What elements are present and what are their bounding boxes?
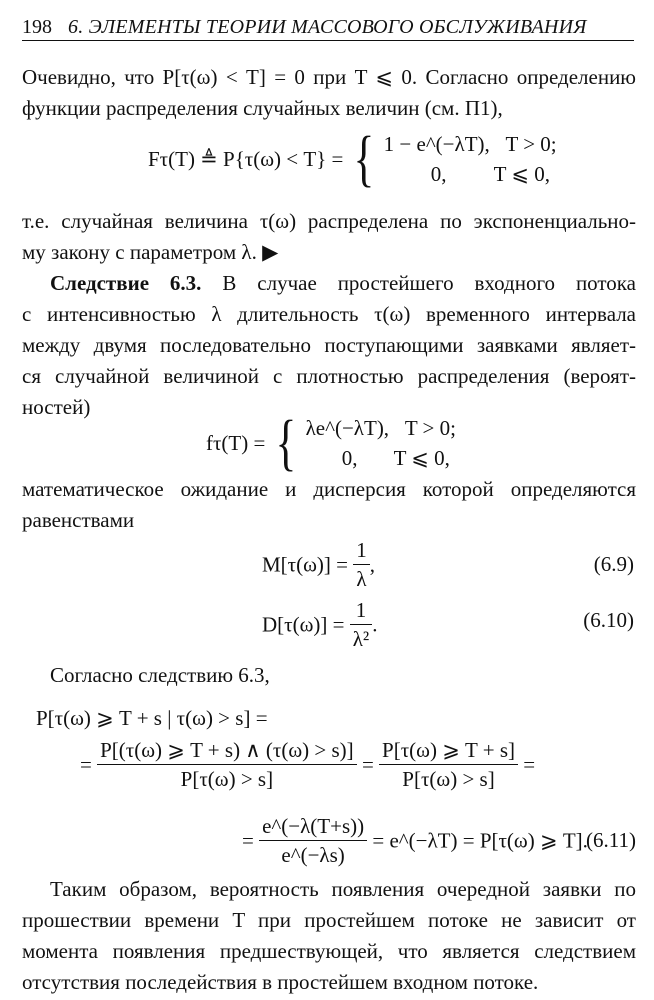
paragraph-4-line-1: Согласно следствию 6.3, [50,663,270,687]
paragraph-3 [22,474,636,536]
equation-number-6-11: (6.11) [586,828,636,852]
formula-1-case-2: 0, T ⩽ 0, [430,162,550,186]
paragraph-3-line-2: равенствами [22,508,135,532]
chapter-title: 6. ЭЛЕМЕНТЫ ТЕОРИИ МАССОВОГО ОБСЛУЖИВАНИЯ [68,16,587,38]
formula-1-case-1: 1 − e^(−λT), T > 0; [383,132,557,156]
equation-6-11-line-3: = $\frac{e\^{}(-\lambda(T+s))}{e\^{}(-\lambda s)}$ = e^(−λT) = P[τ(ω) ⩾ T]. [242,814,588,867]
corollary-line-2: с интенсивностью λ длительность τ(ω) временного интервала [22,302,636,326]
equation-number-6-9: (6.9) [593,552,634,576]
paragraph-2 [22,206,636,268]
equation-number-6-10: (6.10) [583,608,634,632]
paragraph-4 [22,660,636,691]
equation-6-11-line-1: P[τ(ω) ⩾ T + s | τ(ω) > s] = [36,706,268,730]
equation-6-9-fraction: $\frac{1}{\lambda}$ [353,536,370,593]
corollary-heading: Следствие 6.3. [50,271,202,295]
formula-1-lhs: Fτ(T) ≜ P{τ(ω) < T} = [148,147,344,171]
formula-density-function [206,409,456,477]
paragraph-2-line-1: т.е. случайная величина τ(ω) распределена по экспоненциально- [22,209,636,233]
formula-2-cases [306,413,456,473]
formula-distribution-function [148,125,557,193]
formula-2-brace: { [275,409,296,477]
paragraph-5-line-1: Таким образом, вероятность появления очередной заявки по [50,877,636,901]
formula-2-case-2: 0, T ⩽ 0, [341,446,450,470]
equation-6-11-line-2: = $\frac{P[(\tau(\omega) ⩾ T + s) \wedge (\tau(\omega) > s)]}{P[\tau(\omega) > s]}$ = $\frac{P[\tau(\omega) ⩾ T + s]}{P[\tau(\omega) > s]}$ = [80,738,536,791]
equation-6-10: D[τ(ω)] = $\frac{1}{\text{λ²}}$ . [262,598,378,651]
equation-6-9: M[τ(ω)] = $\frac{1}{\lambda}$ , [262,538,375,591]
corollary-line-1: Следствие 6.3. В случае простейшего входного потока [50,271,637,295]
paragraph-1-line-2: функции распределения случайных величин (см. П1), [22,96,503,120]
equation-6-11-fraction-2: $\frac{P[\tau(\omega) ⩾ T + s]}{P[\tau(\omega) > s]}$ [379,736,518,793]
equation-6-11-fraction-1: $\frac{P[(\tau(\omega) ⩾ T + s) \wedge (\tau(\omega) > s)]}{P[\tau(\omega) > s]}$ [97,736,357,793]
equation-6-11-fraction-3: $\frac{e\^{}(-\lambda(T+s))}{e\^{}(-\lambda s)}$ [259,812,367,869]
formula-1-cases [384,129,557,189]
corollary-line-3: между двумя последовательно поступающими заявками являет- [22,333,636,357]
paragraph-5 [22,874,636,998]
page-number: 198 [22,16,52,38]
corollary-line-4: ся случайной величиной с плотностью распределения (вероят- [22,364,636,388]
formula-2-case-1: λe^(−λT), T > 0; [305,416,456,440]
paragraph-1 [22,62,636,124]
paragraph-5-line-4: отсутствия последействия в простейшем входном потоке. [22,970,539,994]
running-header [22,14,634,41]
formula-2-lhs: fτ(T) = [206,431,266,455]
paragraph-5-line-3: момента появления предшествующей, что является следствием [22,939,636,963]
paragraph-2-line-2: му закону с параметром λ. ▶ [22,240,279,264]
corollary-6-3 [22,268,636,423]
formula-1-brace: { [353,125,374,193]
paragraph-5-line-2: прошествии времени T при простейшем потоке не зависит от [22,908,636,932]
corollary-line-5: ностей) [22,395,91,419]
paragraph-1-line-1: Очевидно, что P[τ(ω) < T] = 0 при T ⩽ 0. Согласно определению [22,65,636,89]
equation-6-10-fraction: $\frac{1}{\text{λ²}}$ [350,596,372,653]
paragraph-3-line-1: математическое ожидание и дисперсия которой определяются [22,477,636,501]
